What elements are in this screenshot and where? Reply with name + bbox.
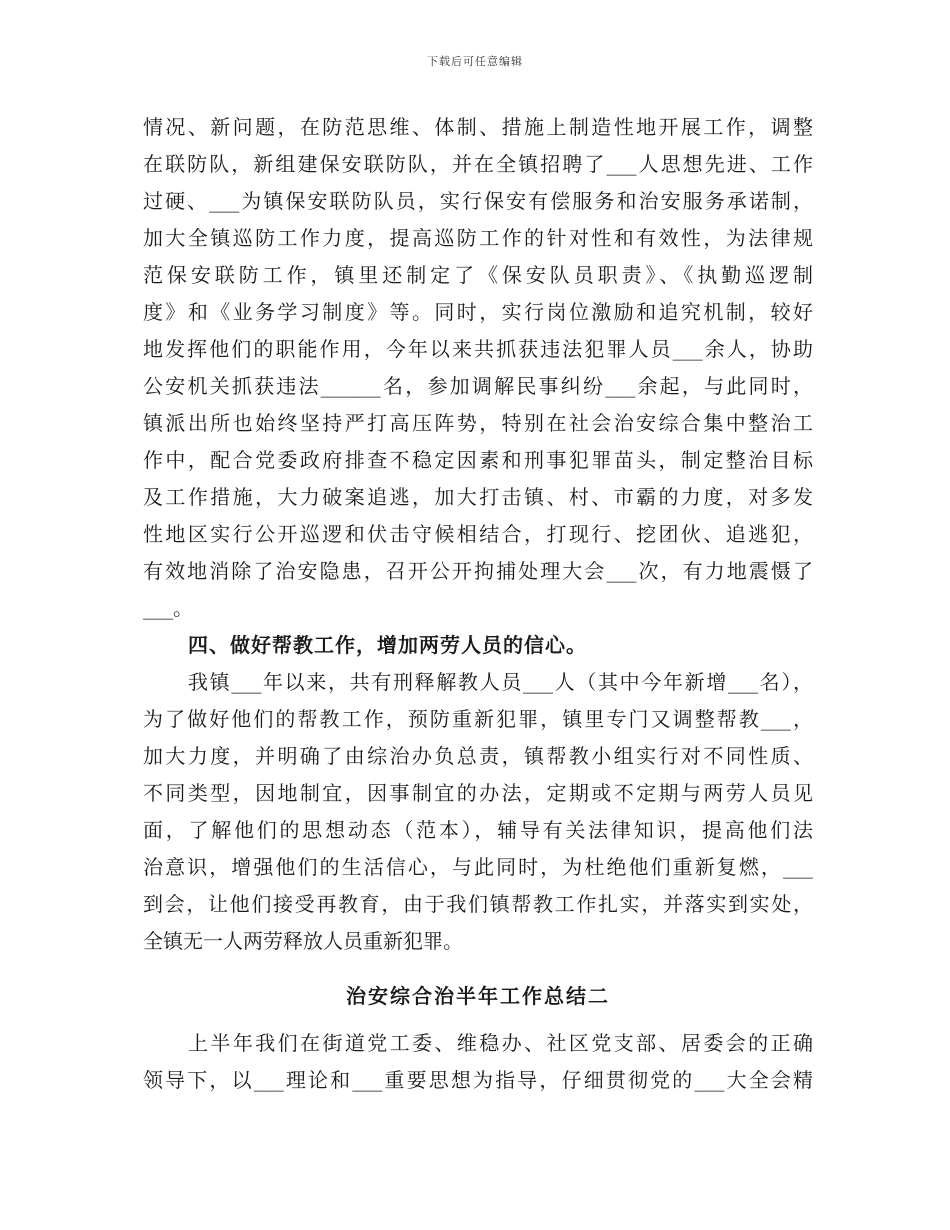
text-line: 过硬、___为镇保安联防队员，实行保安有偿服务和治安服务承诺制， [143,189,813,213]
text-line: 领导下，以___理论和___重要思想为指导，仔细贯彻党的___大全会精 [143,1068,813,1092]
text-line: 治意识，增强他们的生活信心，与此同时，为杜绝他们重新复燃，___ [143,855,813,879]
text-line: 度》和《业务学习制度》等。同时，实行岗位激励和追究机制，较好 [143,300,813,324]
text-line: 为了做好他们的帮教工作，预防重新犯罪，镇里专门又调整帮教___， [143,707,813,731]
text-line: 镇派出所也始终坚持严打高压阵势，特别在社会治安综合集中整治工 [143,411,813,435]
text-line: ___。 [143,596,193,620]
text-line: 性地区实行公开巡逻和伏击守候相结合，打现行、挖团伙、追逃犯， [143,522,813,546]
text-line: 面，了解他们的思想动态（范本），辅导有关法律知识，提高他们法 [143,818,813,842]
text-line: 不同类型，因地制宜，因事制宜的办法，定期或不定期与两劳人员见 [143,781,813,805]
text-line: 全镇无一人两劳释放人员重新犯罪。 [143,929,463,953]
text-line: 到会，让他们接受再教育，由于我们镇帮教工作扎实，并落实到实处， [143,892,813,916]
text-line: 加大力度，并明确了由综治办负总责，镇帮教小组实行对不同性质、 [143,744,813,768]
text-line: 加大全镇巡防工作力度，提高巡防工作的针对性和有效性，为法律规 [143,226,813,250]
paragraph-2 [143,664,813,960]
text-line: 作中，配合党委政府排查不稳定因素和刑事犯罪苗头，制定整治目标 [143,448,813,472]
section-heading: 四、做好帮教工作，增加两劳人员的信心。 [188,633,587,657]
text-line: 上半年我们在街道党工委、维稳办、社区党支部、居委会的正确 [188,1031,813,1055]
text-line: 在联防队，新组建保安联防队，并在全镇招聘了___人思想先进、工作 [143,152,813,176]
document-body [143,109,813,1099]
paragraph-3 [143,1025,813,1099]
document-title: 治安综合治半年工作总结二 [346,984,610,1008]
text-line: 范保安联防工作，镇里还制定了《保安队员职责》、《执勤巡逻制 [143,263,813,287]
text-line: 有效地消除了治安隐患，召开公开拘捕处理大会___次，有力地震慑了 [143,559,813,583]
text-line: 及工作措施，大力破案追逃，加大打击镇、村、市霸的力度，对多发 [143,485,813,509]
text-line: 我镇___年以来，共有刑释解教人员___人（其中今年新增___名）， [188,670,813,694]
page-header: 下载后可任意编辑 [427,55,523,68]
paragraph-1 [143,109,813,627]
text-line: 情况、新问题，在防范思维、体制、措施上制造性地开展工作，调整 [143,115,813,139]
text-line: 公安机关抓获违法______名，参加调解民事纠纷___余起，与此同时， [143,374,813,398]
text-line: 地发挥他们的职能作用，今年以来共抓获违法犯罪人员___余人，协助 [143,337,813,361]
